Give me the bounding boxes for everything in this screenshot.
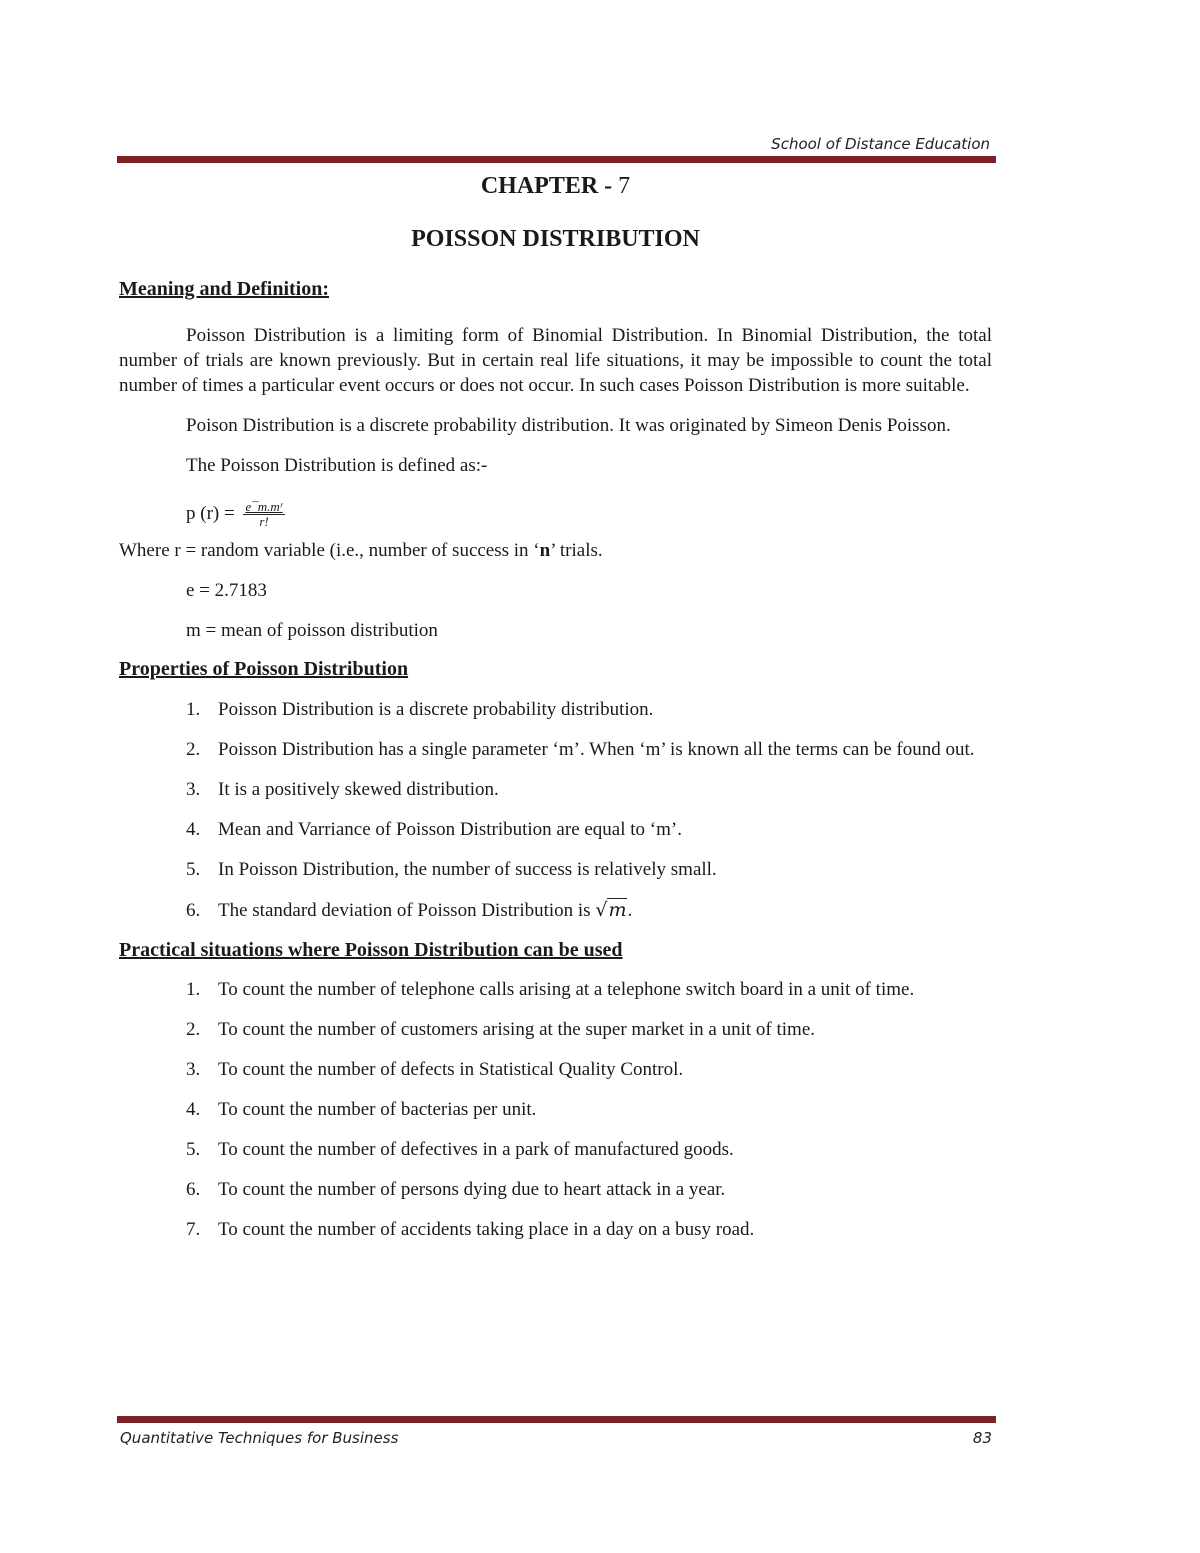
definition-intro: The Poisson Distribution is defined as:- [186, 455, 488, 476]
header-school-name: School of Distance Education [771, 135, 990, 153]
list-item-number: 6. [186, 1179, 201, 1200]
list-item-text: Poisson Distribution has a single parameter ‘m’. When ‘m’ is known all the terms can be found out. [218, 739, 975, 760]
list-item-text: To count the number of persons dying due to heart attack in a year. [218, 1179, 726, 1200]
list-item-number: 2. [186, 739, 201, 760]
chapter-label: CHAPTER - [480, 173, 613, 199]
list-item-text: In Poisson Distribution, the number of success is relatively small. [218, 859, 717, 880]
header-rule [117, 156, 996, 163]
formula-denominator: r! [259, 514, 269, 530]
footer-page-number: 83 [972, 1429, 992, 1447]
list-item [119, 777, 992, 802]
list-item-number: 4. [186, 1099, 201, 1120]
list-item-number: 4. [186, 819, 201, 840]
list-item-text: To count the number of defects in Statistical Quality Control. [218, 1059, 684, 1080]
practical-list [119, 977, 992, 1242]
e-value: e = 2.7183 [186, 580, 267, 601]
properties-heading: Properties of Poisson Distribution [119, 658, 409, 680]
chapter-heading [119, 168, 992, 204]
list-item [119, 857, 992, 882]
properties-list [119, 697, 992, 923]
formula-lhs: p (r) = [186, 503, 235, 524]
where-prefix: Where r = random variable (i.e., number of success in ‘ [119, 540, 540, 561]
list-item-number: 1. [186, 979, 201, 1000]
where-bold-n: n [539, 540, 551, 561]
list-item-text: Mean and Varriance of Poisson Distribution are equal to ‘m’. [218, 819, 682, 840]
practical-heading: Practical situations where Poisson Distribution can be used [119, 939, 623, 961]
list-item-number: 3. [186, 1059, 201, 1080]
sqrt-expression [595, 898, 627, 921]
list-item-number: 7. [186, 1219, 201, 1240]
page-title: POISSON DISTRIBUTION [411, 226, 700, 252]
list-item-text: It is a positively skewed distribution. [218, 779, 499, 800]
list-item-text: To count the number of bacterias per unit. [218, 1099, 537, 1120]
list-item-text: To count the number of customers arising at the super market in a unit of time. [218, 1019, 816, 1040]
sqrt-argument: m [608, 899, 627, 921]
list-item [119, 697, 992, 722]
list-item [119, 898, 992, 923]
list-item-text: To count the number of accidents taking place in a day on a busy road. [218, 1219, 755, 1240]
list-item-number: 5. [186, 859, 201, 880]
where-suffix: ’ trials. [550, 540, 603, 561]
list-item-text: To count the number of defectives in a park of manufactured goods. [218, 1139, 734, 1160]
list-item [119, 1137, 992, 1162]
meaning-heading: Meaning and Definition: [119, 278, 330, 300]
formula-numerator: e¯m.mʳ [245, 499, 283, 515]
sqrt-symbol: √ [595, 899, 608, 921]
list-item-text: To count the number of telephone calls arising at a telephone switch board in a unit of time. [218, 979, 915, 1000]
list-item [119, 1177, 992, 1202]
list-item-number: 3. [186, 779, 201, 800]
poisson-formula [119, 494, 992, 534]
list-item [119, 977, 992, 1002]
list-item-number: 1. [186, 699, 201, 720]
footer-course-title: Quantitative Techniques for Business [120, 1429, 399, 1447]
list-item-number: 5. [186, 1139, 201, 1160]
formula-fraction [243, 500, 284, 529]
list-item-text: The standard deviation of Poisson Distribution is [218, 900, 591, 921]
where-line [119, 538, 992, 563]
list-item-number: 2. [186, 1019, 201, 1040]
list-item [119, 817, 992, 842]
m-definition: m = mean of poisson distribution [186, 620, 438, 641]
list-item [119, 1097, 992, 1122]
footer-rule [117, 1416, 996, 1423]
list-item [119, 1217, 992, 1242]
list-item [119, 1057, 992, 1082]
list-item-period: . [627, 900, 633, 921]
list-item-number: 6. [186, 900, 201, 921]
list-item [119, 737, 992, 762]
list-item [119, 1017, 992, 1042]
meaning-paragraph-2: Poison Distribution is a discrete probability distribution. It was originated by Simeon Denis Poisson. [186, 415, 951, 436]
list-item-text: Poisson Distribution is a discrete probability distribution. [218, 699, 654, 720]
page-content [119, 164, 992, 1242]
meaning-paragraph-1: Poisson Distribution is a limiting form of Binomial Distribution. In Binomial Distribution, the total number of trials are known previously. But in certain real life situations, it may be impossible to count the total number of times a particular event occurs or does not occur. In such cases Poisson Distribution is more suitable. [119, 325, 992, 396]
chapter-number: 7 [618, 173, 631, 199]
